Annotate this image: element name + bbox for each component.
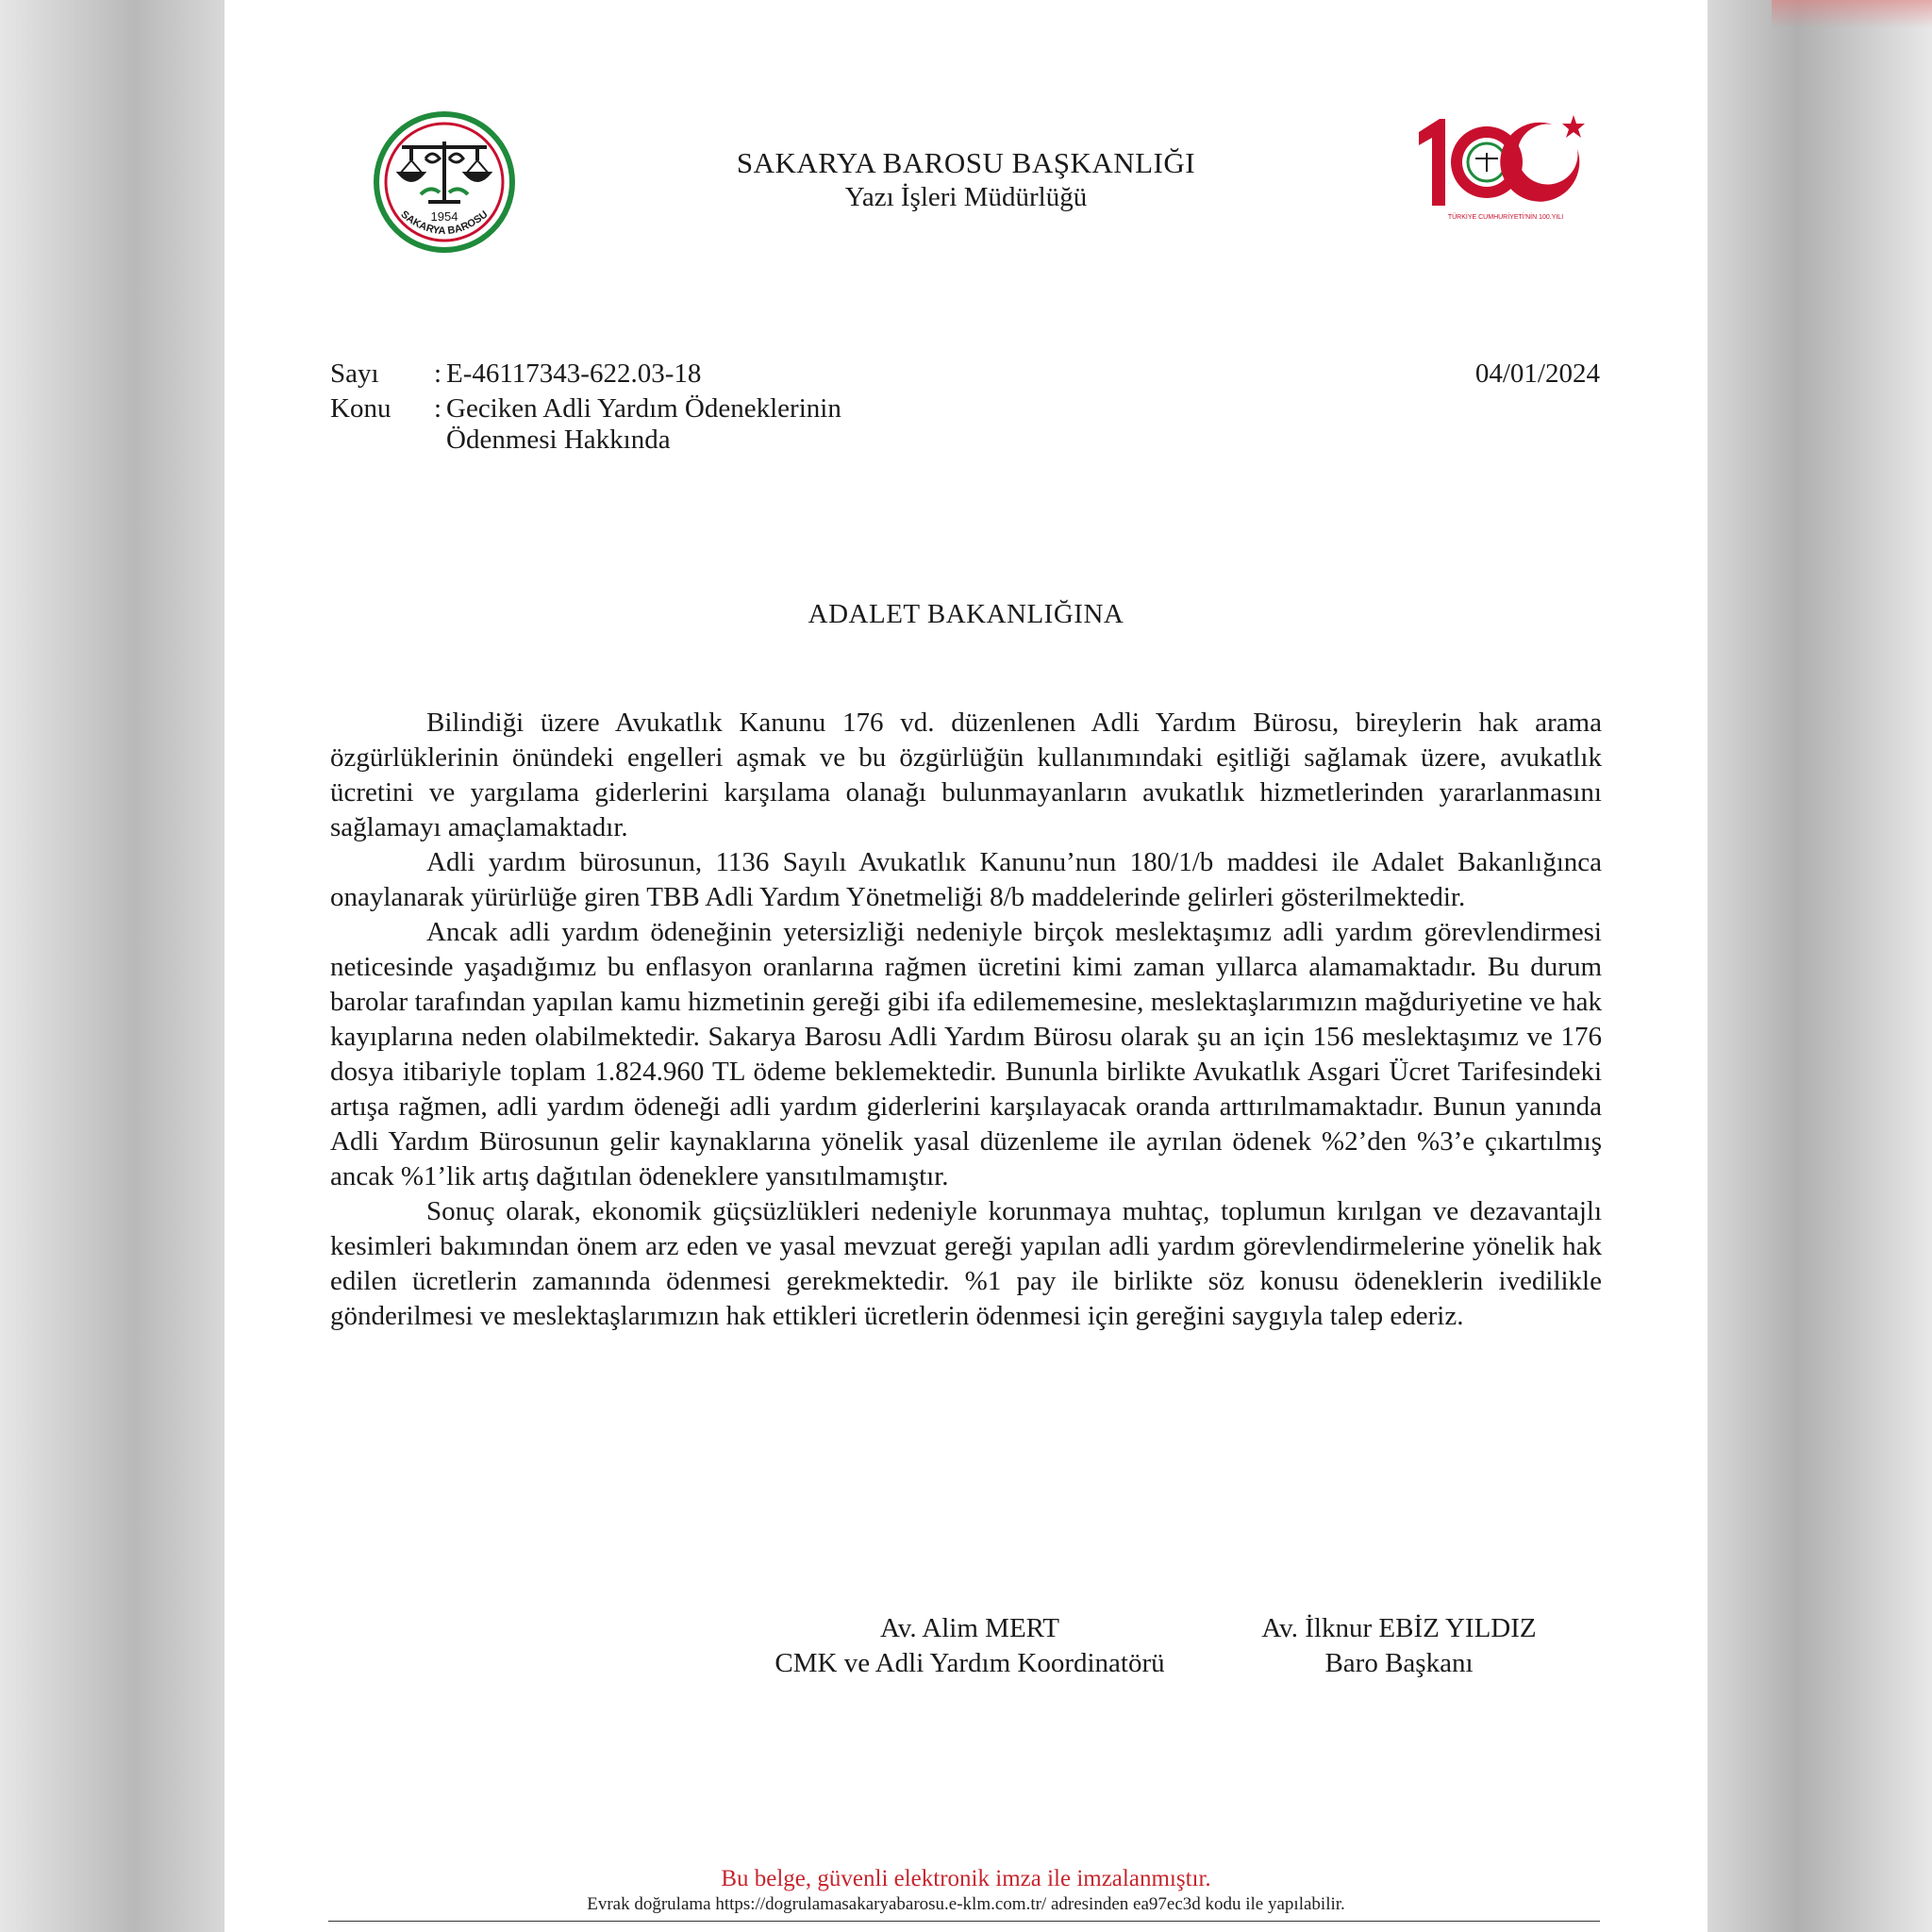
background-right [1707, 0, 1932, 1932]
body-paragraph: Bilindiği üzere Avukatlık Kanunu 176 vd. düzenlenen Adli Yardım Bürosu, bireylerin hak arama özgürlüklerinin önündeki engelleri aşmak ve bu özgürlüğün kullanımındaki eşitliği sağlamak üzere, avukatlık ücretini ve yargılama giderlerini karşılama olanağı bulunmayanların avukatlık hizmetlerinden yararlanmasını sağlamayı amaçlamaktadır. [330, 708, 1602, 842]
header-title: SAKARYA BAROSU BAŞKANLIĞI [736, 146, 1196, 179]
body-paragraph: Adli yardım bürosunun, 1136 Sayılı Avukatlık Kanunu’nun 180/1/b maddesi ile Adalet Bakanlığınca onaylanarak yürürlüğe giren TBB Adli Yardım Yönetmeliği 8/b maddelerinde gelirleri gösterilmektedir. [330, 847, 1602, 912]
letter-body [330, 706, 1602, 1334]
signer-name: Av. Alim MERT [880, 1613, 1059, 1643]
body-paragraph: Sonuç olarak, ekonomik güçsüzlükleri nedeniyle korunmaya muhtaç, toplumun kırılgan ve dezavantajlı kesimleri bakımından önem arz eden ve yasal mevzuat gereği yapılan adli yardım görevlendirmelerine yönelik hak edilen ücretlerin zamanında ödenmesi gerekmektedir. %1 pay ile birlikte söz konusu ödeneklerin ivedilikle gönderilmesi ve meslektaşlarımızın hak ettikleri ücretlerin ödenmesi için gereğini saygıyla talep ederiz. [330, 1196, 1602, 1331]
sayi-label: Sayı [330, 358, 379, 389]
republic-100th-year-icon [1419, 115, 1585, 206]
konu-value-line1: Geciken Adli Yardım Ödeneklerinin [446, 393, 841, 424]
document-page [225, 0, 1707, 1932]
verification-text: Evrak doğrulama https://dogrulamasakaryabarosu.e-klm.com.tr/ adresinden ea97ec3d kodu ile yapılabilir. [587, 1894, 1345, 1914]
signature-block-president [1187, 1611, 1611, 1681]
signer-title: CMK ve Adli Yardım Koordinatörü [774, 1648, 1165, 1678]
recipient: ADALET BAKANLIĞINA [808, 599, 1124, 629]
republic-100th-year-logo [1411, 111, 1600, 225]
document-date: 04/01/2024 [1474, 358, 1600, 389]
header-subtitle: Yazı İşleri Müdürlüğü [844, 182, 1088, 212]
konu-colon: : [434, 393, 442, 424]
konu-value-line2: Ödenmesi Hakkında [446, 425, 671, 455]
signer-title: Baro Başkanı [1324, 1648, 1474, 1678]
signature-block-coordinator [734, 1611, 1206, 1681]
body-paragraph: Ancak adli yardım ödeneğinin yetersizliği nedeniyle birçok meslektaşımız adli yardım görevlendirmesi neticesinde yaşadığımız bu enflasyon oranlarına rağmen ücretini kimi zaman yıllarca alamamaktadır. Bu durum barolar tarafından yapılan kamu hizmetinin gereği gibi ifa edilememesine, meslektaşlarımızın mağduriyetine ve hak kayıplarına neden olabilmektedir. Sakarya Barosu Adli Yardım Bürosu olarak şu an için 156 meslektaşımız ve 176 dosya itibariyle toplam 1.824.960 TL ödeme beklemektedir. Bununla birlikte Avukatlık Asgari Ücret Tarifesindeki artışa rağmen, adli yardım ödeneği adli yardım giderlerini karşılayacak oranda arttırılmamaktadır. Bunun yanında Adli Yardım Bürosunun gelir kaynaklarına yönelik yasal düzenleme ile ayrılan ödenek %2’den %3’e çıkartılmış ancak %1’lik artış dağıtılan ödeneklere yansıtılmamıştır. [330, 917, 1602, 1191]
logo-caption: TÜRKİYE CUMHURİYETİ'NİN 100.YILI [1447, 214, 1564, 221]
konu-label: Konu [330, 393, 391, 424]
esign-notice: Bu belge, güvenli elektronik imza ile imzalanmıştır. [721, 1866, 1211, 1891]
signer-name: Av. İlknur EBİZ YILDIZ [1261, 1613, 1537, 1643]
sayi-value: E-46117343-622.03-18 [446, 358, 702, 389]
footer-divider [328, 1921, 1600, 1922]
logo-year: 1954 [430, 209, 458, 224]
background-left [0, 0, 225, 1932]
sayi-colon: : [434, 358, 442, 389]
logo-ring-text: SAKARYA BAROSU [398, 208, 491, 238]
